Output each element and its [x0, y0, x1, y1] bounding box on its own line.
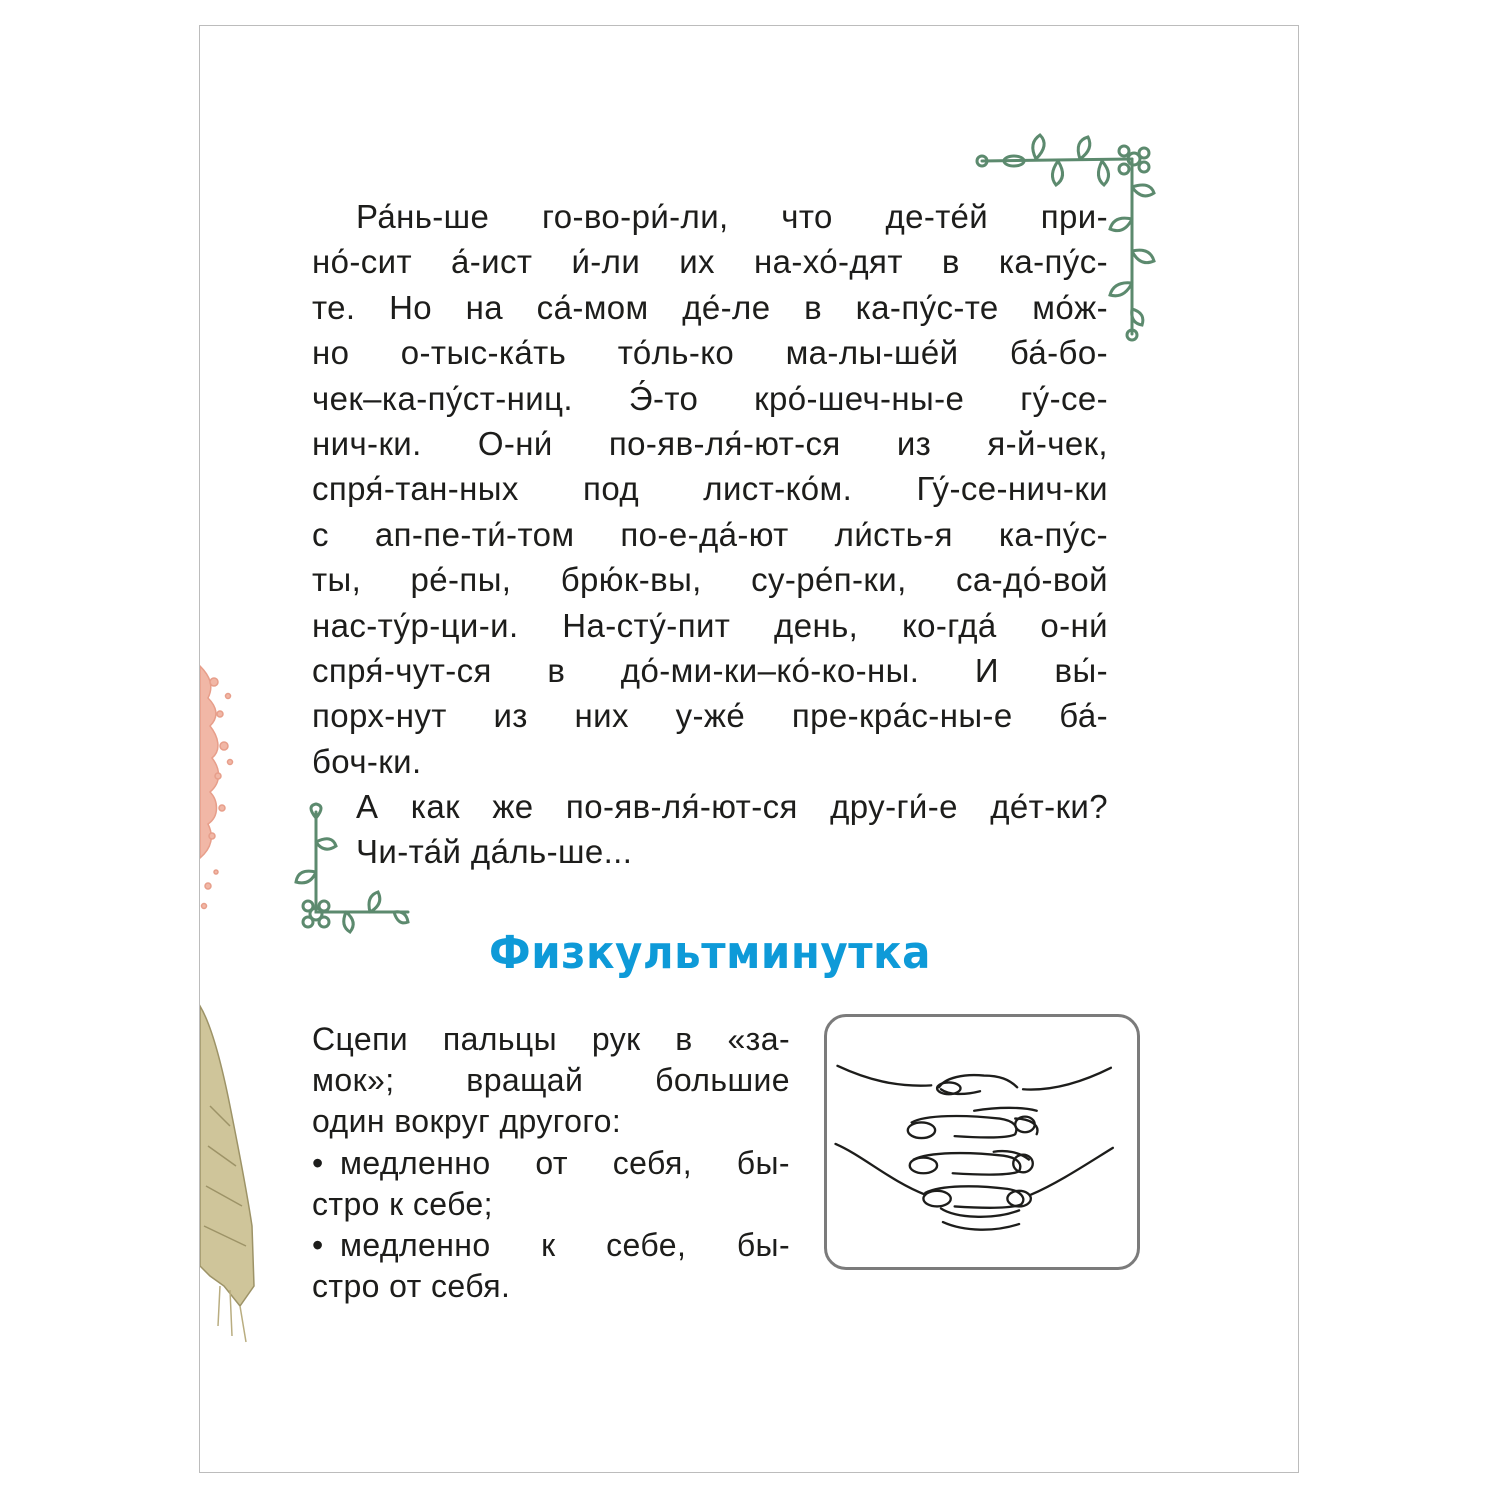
- exercise-bullet-line: [312, 1225, 790, 1266]
- story-line: чек–ка-пу́ст-ниц. Э́-то кро́-шеч-ны-е гу́-се-: [312, 379, 1108, 417]
- story-line: нич-ки. О-ни́ по-яв-ля́-ют-ся из я-й-чек,: [312, 424, 1108, 462]
- book-page: [199, 25, 1299, 1473]
- story-line: но о-тыс-ка́ть то́ль-ко ма-лы-ше́й ба́-бо-: [312, 334, 1108, 372]
- story-line: А как же по-яв-ля́-ют-ся дру-ги́-е де́т-ки?: [356, 788, 1108, 826]
- bullet-icon: •: [312, 1226, 324, 1263]
- exercise-line: Сцепи пальцы рук в «за-: [312, 1021, 790, 1057]
- exercise-line: мок»; вращай большие: [312, 1062, 790, 1099]
- story-line: ты, ре́-пы, брю́к-вы, су-ре́п-ки, са-до́-вой: [312, 561, 1108, 599]
- story-text: [312, 194, 1108, 875]
- story-line: спря́-тан-ных под лист-ко́м. Гу́-се-нич-ки: [312, 470, 1108, 508]
- exercise-line: медленно от себя, бы-: [340, 1144, 790, 1181]
- story-line: боч-ки.: [312, 742, 422, 780]
- exercise-line: стро к себе;: [312, 1185, 493, 1222]
- story-line: спря́-чут-ся в до́-ми-ки–ко́-ко-ны. И вы́-: [312, 651, 1108, 689]
- story-line: те. Но на са́-мом де́-ле в ка-пу́с-те мо́ж-: [312, 288, 1108, 326]
- story-line: Чи-та́й да́ль-ше...: [356, 833, 633, 871]
- edge-illustration: [200, 586, 270, 1346]
- story-line: Ра́нь-ше го-во-ри́-ли, что де-те́й при-: [356, 198, 1108, 235]
- hands-illustration-frame: [824, 1014, 1140, 1270]
- clasped-hands-icon: [827, 1017, 1137, 1267]
- exercise-text: [312, 1019, 790, 1307]
- story-line: порх-нут из них у-же́ пре-кра́с-ны-е ба́-: [312, 697, 1108, 735]
- section-heading: Физкультминутка: [489, 926, 931, 979]
- exercise-line: один вокруг другого:: [312, 1103, 622, 1140]
- story-line: нас-ту́р-ци-и. На-сту́-пит день, ко-гда́ о-ни́: [312, 606, 1108, 644]
- exercise-line: стро от себя.: [312, 1268, 511, 1305]
- exercise-line: медленно к себе, бы-: [340, 1226, 790, 1263]
- bullet-icon: •: [312, 1144, 324, 1181]
- story-line: с ап-пе-ти́-том по-е-да́-ют ли́сть-я ка-пу́с-: [312, 515, 1108, 553]
- exercise-bullet-line: [312, 1143, 790, 1184]
- story-line: но́-сит а́-ист и́-ли их на-хо́-дят в ка-пу́с-: [312, 243, 1108, 281]
